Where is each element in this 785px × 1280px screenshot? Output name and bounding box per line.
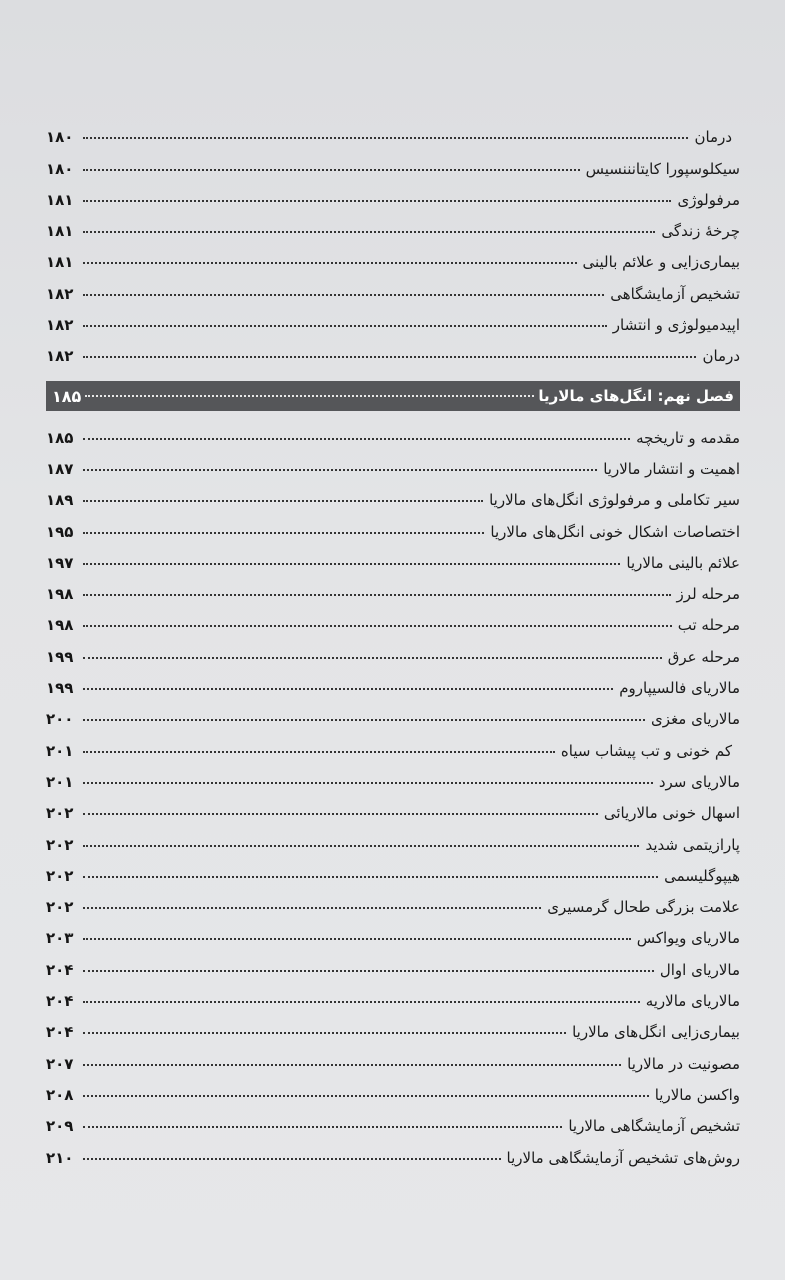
toc-entry-page-number: ۲۰۱: [46, 772, 74, 791]
leader-dots: [83, 845, 639, 847]
toc-entry-title: واکسن مالاریا: [654, 1085, 740, 1104]
leader-dots: [83, 1095, 649, 1097]
toc-entry-title: علائم بالینی مالاریا: [626, 553, 740, 572]
toc-entry-title: پارازیتمی شدید: [645, 835, 740, 854]
toc-entry: [46, 947, 740, 978]
toc-entry: [46, 1104, 740, 1135]
toc-entry-page-number: ۲۰۴: [46, 1023, 74, 1042]
toc-entry-title: بیماری‌زایی انگل‌های مالاریا: [572, 1023, 740, 1042]
toc-entry: [46, 334, 740, 365]
toc-entry: [46, 603, 740, 634]
toc-entry: [46, 728, 740, 759]
toc-entry: [46, 822, 740, 853]
toc-entry-title: مرحله لرز: [676, 585, 740, 604]
leader-dots: [83, 1126, 562, 1128]
toc-entry-page-number: ۲۱۰: [46, 1148, 74, 1167]
toc-entry-title: سیر تکاملی و مرفولوژی انگل‌های مالاریا: [489, 491, 740, 510]
leader-dots: [83, 594, 671, 596]
chapter-heading: [46, 381, 740, 411]
table-of-contents: [46, 115, 740, 1167]
toc-entry-title: کم خونی و تب پیشاب سیاه: [560, 741, 732, 760]
leader-dots: [83, 782, 653, 784]
toc-entry-title: درمان: [702, 347, 740, 366]
leader-dots: [83, 169, 580, 171]
leader-dots: [83, 876, 658, 878]
toc-entry-title: اسهال خونی مالاریائی: [603, 804, 740, 823]
toc-entry-page-number: ۱۸۵: [46, 428, 74, 447]
toc-entry-page-number: ۲۰۳: [46, 929, 74, 948]
toc-entry: [46, 447, 740, 478]
toc-entry: [46, 1135, 740, 1166]
toc-entry: [46, 271, 740, 302]
chapter-title: فصل نهم: انگل‌های مالاریا: [538, 387, 734, 406]
toc-entry: [46, 791, 740, 822]
toc-entry-title: هیپوگلیسمی: [664, 866, 740, 885]
toc-entry-page-number: ۱۹۹: [46, 679, 74, 698]
toc-entry-title: اختصاصات اشکال خونی انگل‌های مالاریا: [490, 522, 740, 541]
leader-dots: [83, 356, 696, 358]
toc-entry-page-number: ۱۸۲: [46, 284, 74, 303]
toc-entry-page-number: ۲۰۲: [46, 804, 74, 823]
toc-entry: [46, 697, 740, 728]
toc-entry-page-number: ۱۸۷: [46, 459, 74, 478]
toc-entry-page-number: ۲۰۷: [46, 1054, 74, 1073]
leader-dots: [83, 813, 598, 815]
toc-entry-title: اهمیت و انتشار مالاریا: [603, 459, 740, 478]
toc-entry: [46, 760, 740, 791]
toc-entry-page-number: ۱۹۵: [46, 522, 74, 541]
toc-entry-page-number: ۱۸۹: [46, 491, 74, 510]
toc-entry-title: روش‌های تشخیص آزمایشگاهی مالاریا: [506, 1148, 740, 1167]
toc-entry: [46, 1010, 740, 1041]
leader-dots: [83, 294, 604, 296]
toc-entry-page-number: ۲۰۸: [46, 1085, 74, 1104]
toc-entry-title: مالاریای فالسیپاروم: [619, 679, 740, 698]
toc-entry-title: مرحله تب: [677, 616, 740, 635]
toc-entry-page-number: ۲۰۱: [46, 741, 74, 760]
leader-dots: [83, 532, 484, 534]
leader-dots: [83, 657, 662, 659]
toc-entry: [46, 666, 740, 697]
toc-entry-page-number: ۱۸۱: [46, 222, 74, 241]
toc-entry-title: مرحله عرق: [667, 647, 740, 666]
toc-section-chapter-nine: [46, 415, 740, 1166]
toc-entry-title: مرفولوژی: [677, 190, 740, 209]
leader-dots: [83, 1032, 566, 1034]
toc-entry: [46, 303, 740, 334]
leader-dots: [83, 1001, 640, 1003]
toc-entry-title: مالاریای سرد: [658, 772, 740, 791]
toc-entry-page-number: ۲۰۹: [46, 1117, 74, 1136]
toc-entry-title: مالاریای اوال: [659, 960, 740, 979]
leader-dots: [83, 325, 607, 327]
toc-entry-page-number: ۱۹۸: [46, 585, 74, 604]
toc-entry-page-number: ۱۸۱: [46, 190, 74, 209]
toc-entry-page-number: ۱۸۰: [46, 128, 74, 147]
leader-dots: [83, 1064, 621, 1066]
toc-entry-title: تشخیص آزمایشگاهی مالاریا: [568, 1117, 740, 1136]
toc-entry: [46, 916, 740, 947]
toc-entry-page-number: ۲۰۲: [46, 835, 74, 854]
leader-dots: [83, 563, 620, 565]
toc-entry: [46, 209, 740, 240]
leader-dots: [83, 1158, 501, 1160]
toc-entry: [46, 478, 740, 509]
toc-entry-page-number: ۱۹۷: [46, 553, 74, 572]
toc-entry-page-number: ۲۰۰: [46, 710, 74, 729]
leader-dots: [83, 719, 645, 721]
toc-entry: [46, 885, 740, 916]
toc-entry-title: مالاریای مالاریه: [645, 992, 740, 1011]
toc-entry: [46, 509, 740, 540]
leader-dots: [83, 200, 671, 202]
leader-dots: [83, 907, 541, 909]
toc-entry: [46, 634, 740, 665]
toc-entry-title: مالاریای مغزی: [651, 710, 740, 729]
toc-entry-page-number: ۲۰۲: [46, 866, 74, 885]
leader-dots: [83, 500, 483, 502]
toc-entry-title: علامت بزرگی طحال گرمسیری: [547, 898, 740, 917]
toc-entry-title: تشخیص آزمایشگاهی: [610, 284, 740, 303]
toc-entry-title: درمان: [694, 128, 732, 147]
toc-entry: [46, 415, 740, 446]
leader-dots: [83, 438, 630, 440]
toc-entry-page-number: ۱۹۹: [46, 647, 74, 666]
toc-entry: [46, 572, 740, 603]
toc-entry-page-number: ۲۰۲: [46, 898, 74, 917]
toc-entry-title: بیماری‌زایی و علائم بالینی: [582, 253, 740, 272]
toc-entry: [46, 541, 740, 572]
toc-entry: [46, 854, 740, 885]
toc-entry-title: مقدمه و تاریخچه: [636, 428, 740, 447]
toc-entry: [46, 146, 740, 177]
toc-entry: [46, 1041, 740, 1072]
chapter-page-number: ۱۸۵: [52, 386, 82, 406]
toc-entry-title: سیکلوسپورا کایتانننسیس: [585, 159, 740, 178]
toc-entry: [46, 240, 740, 271]
leader-dots: [83, 262, 577, 264]
toc-entry-title: اپیدمیولوژی و انتشار: [612, 316, 740, 335]
toc-entry: [46, 178, 740, 209]
toc-entry-page-number: ۱۸۰: [46, 159, 74, 178]
toc-entry-page-number: ۲۰۴: [46, 992, 74, 1011]
toc-entry-page-number: ۱۹۸: [46, 616, 74, 635]
leader-dots: [85, 395, 534, 397]
toc-entry: [46, 115, 740, 146]
leader-dots: [83, 938, 631, 940]
leader-dots: [83, 688, 613, 690]
toc-entry-title: مصونیت در مالاریا: [627, 1054, 740, 1073]
toc-entry-title: چرخهٔ زندگی: [661, 222, 740, 241]
toc-entry-title: مالاریای ویواکس: [636, 929, 740, 948]
leader-dots: [83, 625, 672, 627]
toc-entry: [46, 1073, 740, 1104]
toc-entry-page-number: ۱۸۲: [46, 316, 74, 335]
toc-entry-page-number: ۲۰۴: [46, 960, 74, 979]
leader-dots: [83, 751, 555, 753]
leader-dots: [83, 970, 654, 972]
leader-dots: [83, 469, 597, 471]
toc-entry-page-number: ۱۸۲: [46, 347, 74, 366]
leader-dots: [83, 137, 688, 139]
leader-dots: [83, 231, 655, 233]
toc-entry: [46, 979, 740, 1010]
toc-entry-page-number: ۱۸۱: [46, 253, 74, 272]
toc-section-previous-chapter: [46, 115, 740, 365]
